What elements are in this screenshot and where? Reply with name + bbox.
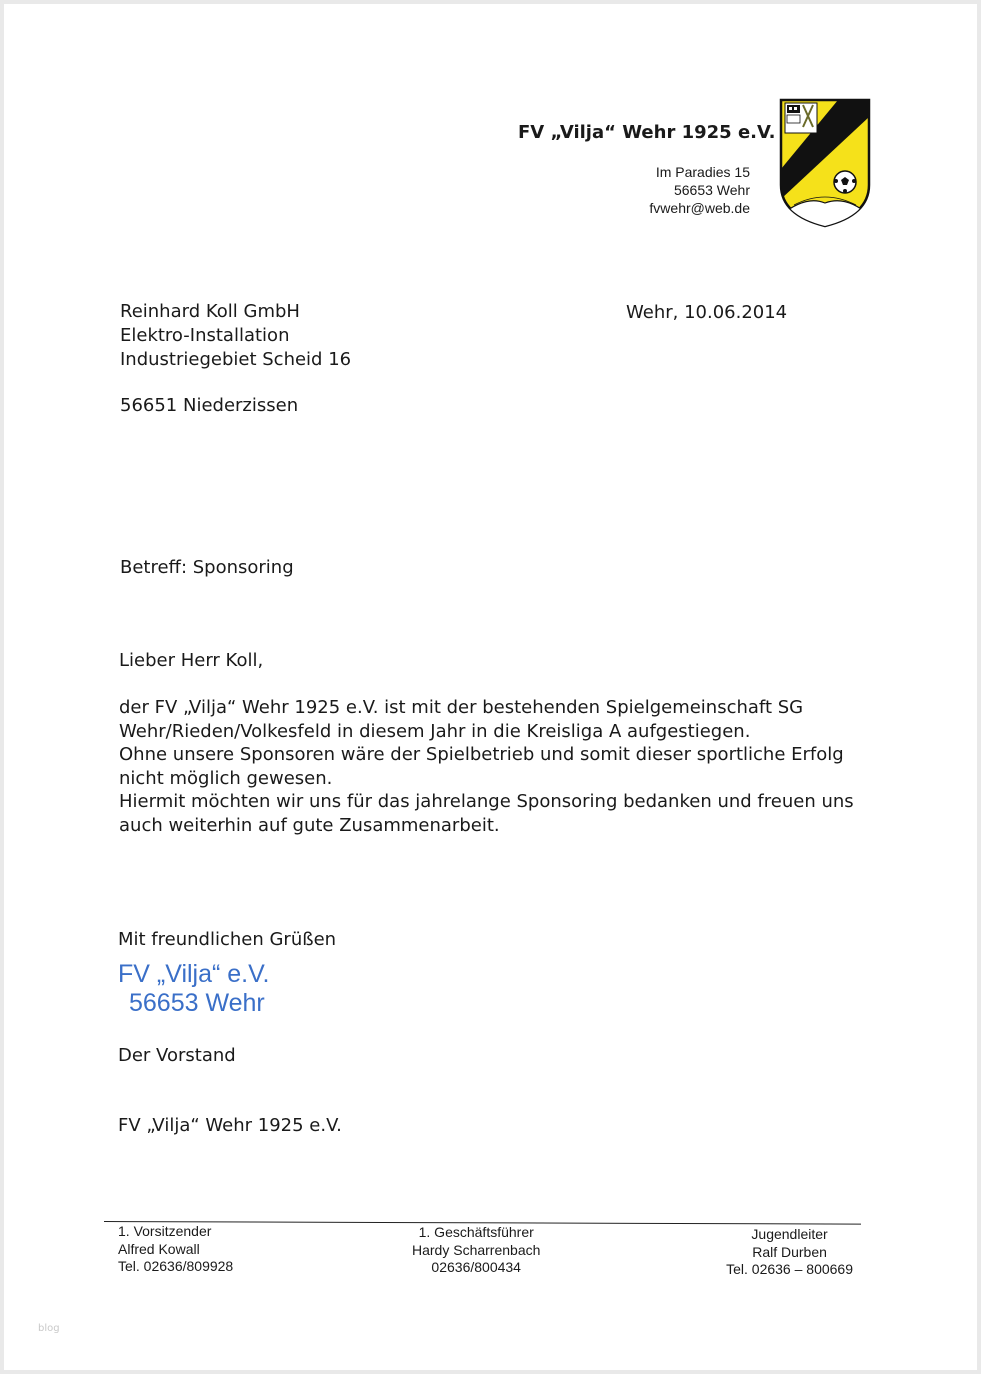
body-line: Ohne unsere Sponsoren wäre der Spielbetrieb und somit dieser sportliche Erfolg xyxy=(119,744,844,765)
stamp-line-2: 56653 Wehr xyxy=(129,989,265,1017)
footer-person: Ralf Durben xyxy=(752,1243,827,1260)
club-address xyxy=(649,163,750,217)
recipient-department: Elektro-Installation xyxy=(120,325,290,346)
footer-phone: Tel. 02636/809928 xyxy=(118,1258,234,1274)
club-street: Im Paradies 15 xyxy=(655,164,750,180)
footer-phone: Tel. 02636 – 800669 xyxy=(726,1261,853,1277)
closing: Mit freundlichen Grüßen xyxy=(118,929,337,950)
club-name-footer: FV „Vilja“ Wehr 1925 e.V. xyxy=(118,1115,342,1136)
recipient-address xyxy=(120,300,351,418)
body-line: nicht möglich gewesen. xyxy=(119,767,333,789)
club-city: 56653 Wehr xyxy=(673,182,750,198)
footer-role: Jugendleiter xyxy=(751,1226,828,1242)
club-name: FV „Vilja“ Wehr 1925 e.V. xyxy=(518,122,776,143)
subject-line: Betreff: Sponsoring xyxy=(120,557,294,578)
footer-youth-leader xyxy=(726,1226,853,1279)
club-crest-icon xyxy=(776,97,874,229)
salutation: Lieber Herr Koll, xyxy=(119,650,264,671)
footer-role: 1. Vorsitzender xyxy=(118,1223,212,1239)
recipient-street: Industriegebiet Scheid 16 xyxy=(120,349,352,370)
footer-manager xyxy=(412,1224,540,1277)
letter-page xyxy=(4,4,977,1370)
letter-date: Wehr, 10.06.2014 xyxy=(626,302,788,323)
club-stamp xyxy=(118,960,269,1018)
body-line: auch weiterhin auf gute Zusammenarbeit. xyxy=(119,814,500,836)
body-line: Hiermit möchten wir uns für das jahrelange Sponsoring bedanken und freuen uns xyxy=(119,791,854,812)
body-line: Wehr/Rieden/Volkesfeld in diesem Jahr in die Kreisliga A aufgestiegen. xyxy=(119,720,751,742)
stamp-line-1: FV „Vilja“ e.V. xyxy=(118,960,270,988)
footer-person: Hardy Scharrenbach xyxy=(412,1241,541,1258)
footer-phone: 02636/800434 xyxy=(431,1259,521,1275)
footer-person: Alfred Kowall xyxy=(118,1240,200,1257)
club-email: fvwehr@web.de xyxy=(649,200,750,216)
footer-chairman xyxy=(118,1223,233,1276)
recipient-city: 56651 Niederzissen xyxy=(120,395,299,416)
letter-body xyxy=(119,696,854,837)
board-signature: Der Vorstand xyxy=(118,1045,236,1066)
recipient-company: Reinhard Koll GmbH xyxy=(120,301,300,322)
body-line: der FV „Vilja“ Wehr 1925 e.V. ist mit der bestehenden Spielgemeinschaft SG xyxy=(119,697,804,718)
footer-role: 1. Geschäftsführer xyxy=(418,1224,534,1240)
watermark: blog xyxy=(38,1323,60,1334)
